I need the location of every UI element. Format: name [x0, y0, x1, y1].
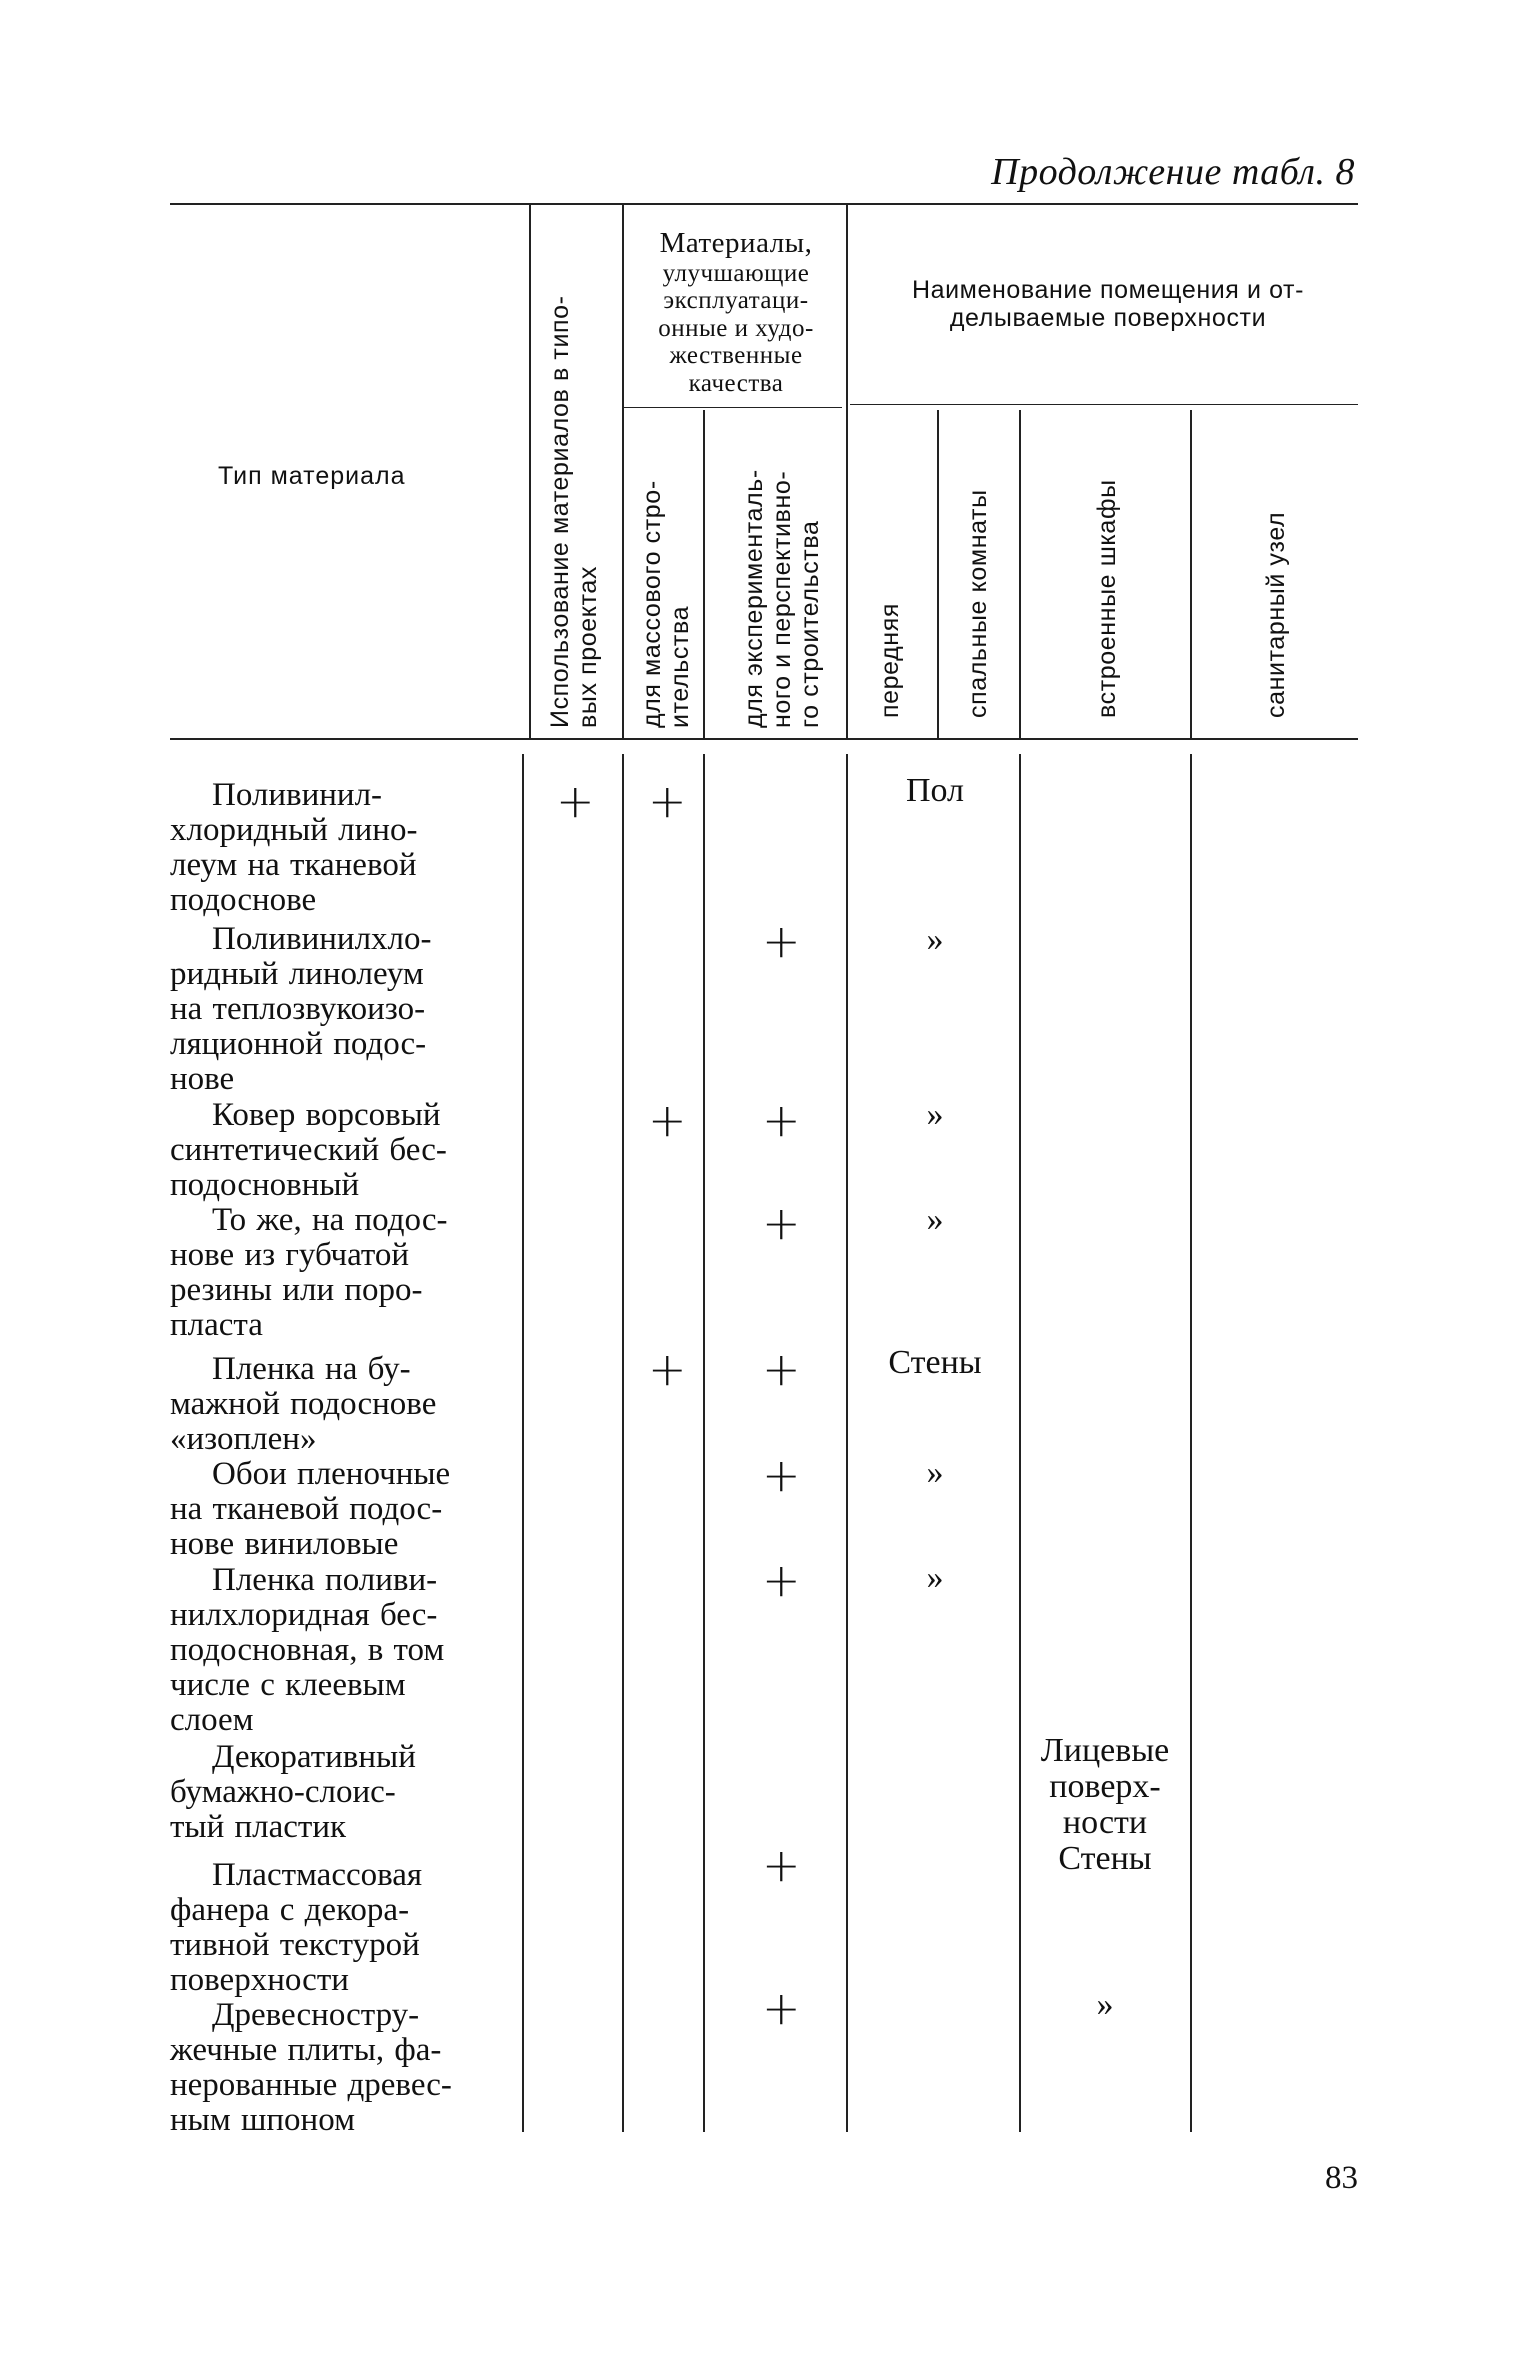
table-row-3-surface: » — [926, 1096, 944, 1133]
table-row-9-exp-mark: + — [762, 1838, 801, 1892]
body-col-line-5 — [1019, 754, 1021, 2132]
table-row-2-exp-mark: + — [762, 914, 801, 968]
table-row-4-exp-mark: + — [762, 1196, 801, 1250]
body-col-line-4 — [846, 754, 848, 2132]
body-col-line-6 — [1190, 754, 1192, 2132]
table-row-1-surface: Пол — [905, 772, 965, 809]
group-divider-improving — [624, 407, 842, 408]
table-row-2-material: Поливинилхло- ридный линолеум на теплозвукоизо- ляционной подос- нове — [170, 921, 432, 1097]
table-row-10-exp-mark: + — [762, 1981, 801, 2035]
table-row-5-mass-mark: + — [648, 1342, 687, 1396]
table-row-6-surface: » — [926, 1454, 944, 1491]
header-room-hallway: передняя — [876, 603, 904, 718]
header-room-bathroom: санитарный узел — [1262, 511, 1290, 718]
table-row-1-mass-mark: + — [648, 774, 687, 828]
header-col-line-7 — [1190, 410, 1192, 738]
header-col-line-3 — [703, 410, 705, 738]
table-row-8-surface-cabinets: Лицевые поверх- ности Стены — [1040, 1732, 1170, 1877]
body-col-line-2 — [622, 754, 624, 2132]
header-mass-construction: для массового стро- ительства — [638, 480, 694, 728]
group-divider-rooms — [850, 404, 1358, 405]
table-row-8-material: Декоративный бумажно-слоис- тый пластик — [170, 1739, 416, 1845]
table-row-7-exp-mark: + — [762, 1553, 801, 1607]
table-row-5-surface: Стены — [888, 1344, 982, 1381]
table-row-5-exp-mark: + — [762, 1342, 801, 1396]
body-col-line-3 — [703, 754, 705, 2132]
table-caption: Продолжение табл. 8 — [991, 151, 1355, 193]
header-col-line-5 — [937, 410, 939, 738]
header-improving-materials: Материалы, улучшающие эксплуатаци- онные и худо- жественные качества — [658, 227, 814, 397]
table-row-9-material: Пластмассовая фанера с декора- тивной текстурой поверхности — [170, 1857, 423, 1998]
table-top-rule — [170, 203, 1358, 205]
header-room-closets: встроенные шкафы — [1093, 479, 1121, 718]
table-row-1-typical-mark: + — [556, 774, 595, 828]
header-bottom-rule — [170, 738, 1358, 740]
header-col-line-2 — [622, 205, 624, 738]
table-row-3-material: Ковер ворсовый синтетический бес- подосновный — [170, 1097, 447, 1203]
table-row-2-surface: » — [926, 921, 944, 958]
table-row-7-surface: » — [926, 1559, 944, 1596]
table-row-6-material: Обои пленочные на тканевой подос- нове виниловые — [170, 1456, 451, 1562]
header-col-line-6 — [1019, 410, 1021, 738]
header-room-bedrooms: спальные комнаты — [964, 489, 992, 718]
header-type-of-material: Тип материала — [218, 462, 406, 490]
header-col-line-4 — [846, 205, 848, 738]
table-row-3-exp-mark: + — [762, 1093, 801, 1147]
body-col-line-1 — [522, 754, 524, 2132]
table-row-10-surface-cabinets: » — [1096, 1986, 1114, 2023]
table-row-10-material: Древесностру- жечные плиты, фа- нерованные древес- ным шпоном — [170, 1997, 452, 2138]
header-col-line-1 — [529, 205, 531, 738]
page-number: 83 — [1325, 2160, 1358, 2196]
table-row-7-material: Пленка поливи- нилхлоридная бес- подосновная, в том числе с клеевым слоем — [170, 1562, 445, 1738]
table-row-6-exp-mark: + — [762, 1448, 801, 1502]
header-experimental-construction: для эксперименталь- ного и перспективно- го строительства — [740, 469, 824, 728]
table-row-1-material: Поливинил- хлоридный лино- леум на тканевой подоснове — [170, 777, 418, 918]
header-typical-projects: Использование материалов в типо- вых проектах — [546, 295, 602, 728]
table-row-5-material: Пленка на бу- мажной подоснове «изоплен» — [170, 1351, 437, 1457]
table-row-4-surface: » — [926, 1201, 944, 1238]
table-row-3-mass-mark: + — [648, 1093, 687, 1147]
table-row-4-material: То же, на подос- нове из губчатой резины или поро- пласта — [170, 1202, 448, 1343]
header-room-names: Наименование помещения и от- делываемые поверхности — [911, 276, 1305, 332]
